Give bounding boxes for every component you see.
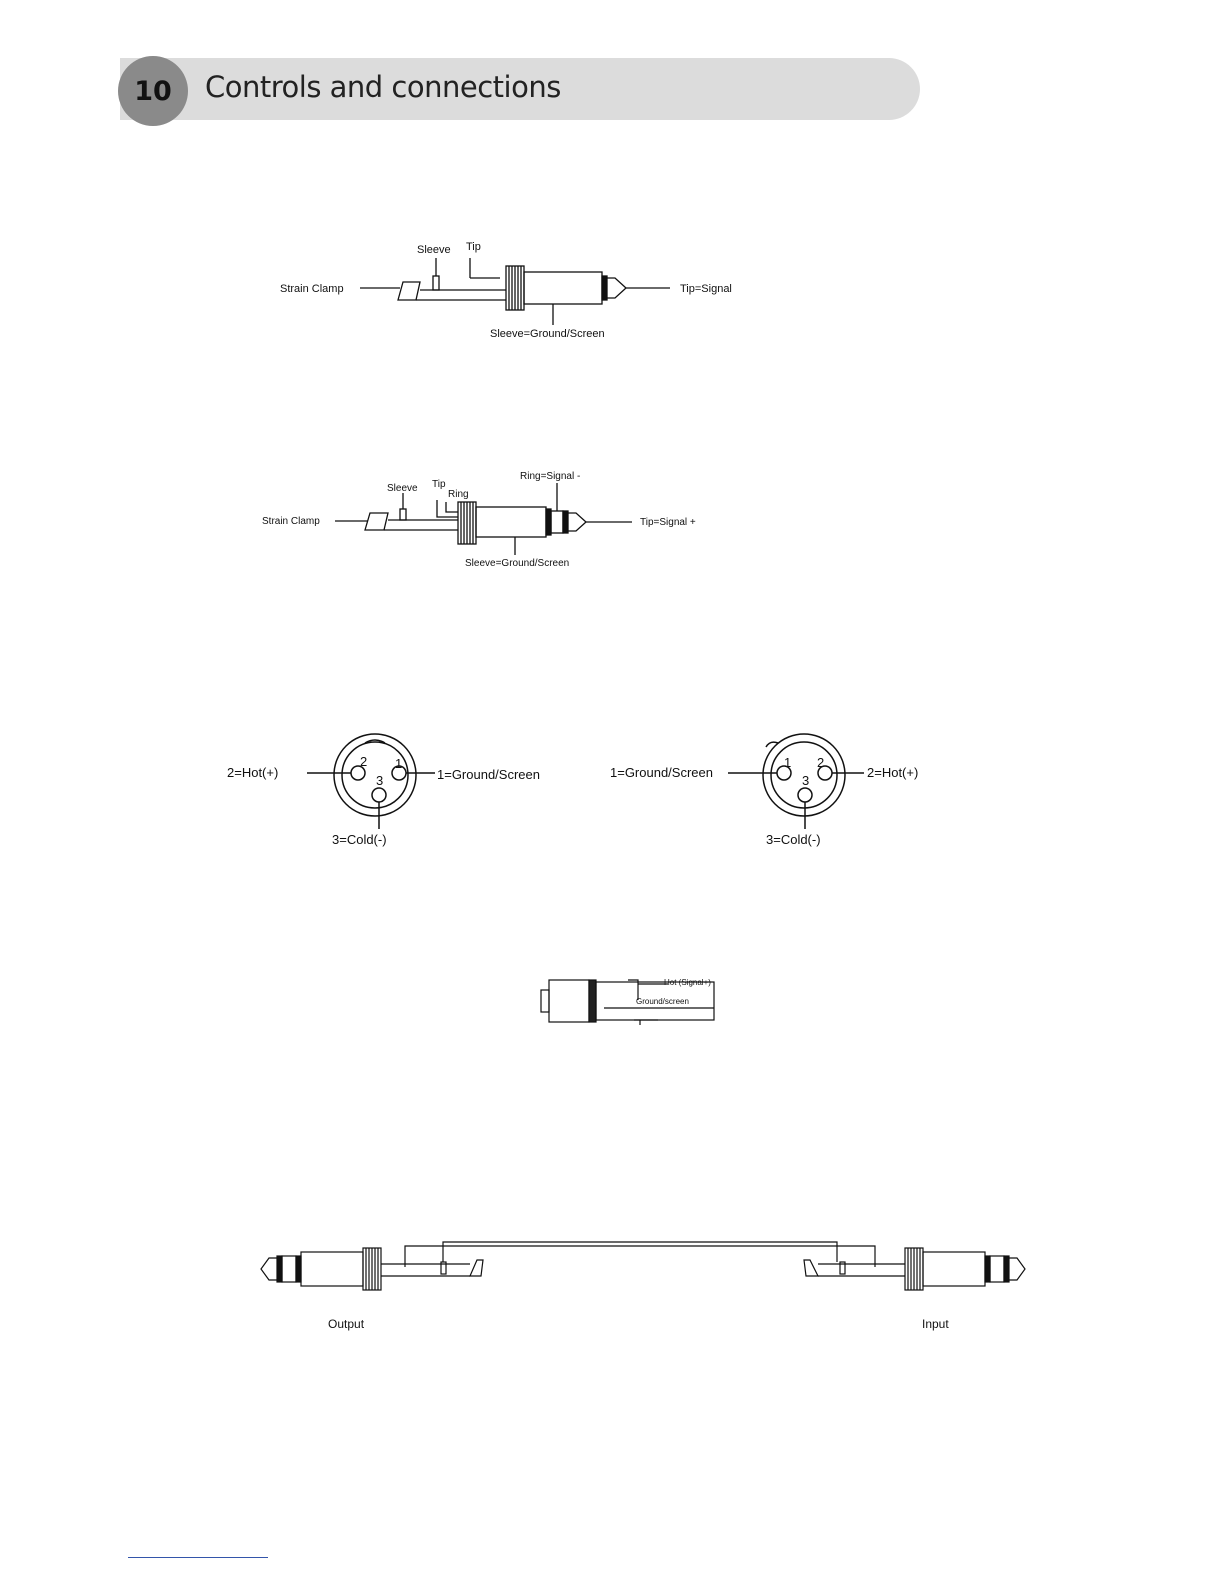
cable-diagram bbox=[255, 1240, 1035, 1340]
mono-strain-clamp-label: Strain Clamp bbox=[280, 283, 344, 295]
stereo-ring-label: Ring bbox=[448, 489, 469, 500]
xlr-female-diagram bbox=[608, 725, 948, 855]
rca-hot-label: Hot (Signal+) bbox=[664, 978, 711, 987]
footer-rule bbox=[128, 1557, 268, 1558]
xlr-female-cold-label: 3=Cold(-) bbox=[766, 832, 821, 847]
page-number-badge bbox=[118, 56, 188, 126]
xlr-female-ground-label: 1=Ground/Screen bbox=[610, 765, 713, 780]
xlr-male-diagram bbox=[225, 725, 565, 855]
mono-jack-diagram bbox=[270, 230, 750, 350]
page-title: Controls and connections bbox=[205, 70, 561, 104]
stereo-tip-label: Tip bbox=[432, 479, 446, 490]
stereo-jack-diagram bbox=[260, 465, 720, 575]
xlr-female-pin2: 2 bbox=[817, 755, 825, 770]
page-number: 10 bbox=[134, 75, 172, 107]
rca-ground-label: Ground/screen bbox=[636, 997, 689, 1006]
xlr-male-cold-label: 3=Cold(-) bbox=[332, 832, 387, 847]
xlr-male-hot-label: 2=Hot(+) bbox=[227, 765, 279, 780]
xlr-female-hot-label: 2=Hot(+) bbox=[867, 765, 919, 780]
mono-tip-signal-label: Tip=Signal bbox=[680, 283, 732, 295]
mono-sleeve-label: Sleeve bbox=[417, 244, 451, 256]
cable-output-label: Output bbox=[328, 1317, 365, 1331]
cable-input-label: Input bbox=[922, 1317, 949, 1331]
xlr-male-pin2: 2 bbox=[360, 754, 368, 769]
mono-tip-label: Tip bbox=[466, 241, 481, 253]
stereo-strain-clamp-label: Strain Clamp bbox=[262, 516, 320, 527]
xlr-male-ground-label: 1=Ground/Screen bbox=[437, 767, 540, 782]
xlr-female-pin3: 3 bbox=[802, 773, 810, 788]
stereo-sleeve-ground-label: Sleeve=Ground/Screen bbox=[465, 558, 570, 569]
stereo-tip-signal-label: Tip=Signal + bbox=[640, 517, 696, 528]
stereo-ring-signal-label: Ring=Signal - bbox=[520, 471, 581, 482]
rca-connector-diagram bbox=[538, 972, 738, 1032]
mono-sleeve-ground-label: Sleeve=Ground/Screen bbox=[490, 328, 605, 340]
stereo-sleeve-label: Sleeve bbox=[387, 483, 418, 494]
xlr-female-pin1: 1 bbox=[784, 755, 792, 770]
xlr-male-pin3: 3 bbox=[376, 773, 384, 788]
xlr-male-pin1: 1 bbox=[395, 756, 403, 771]
